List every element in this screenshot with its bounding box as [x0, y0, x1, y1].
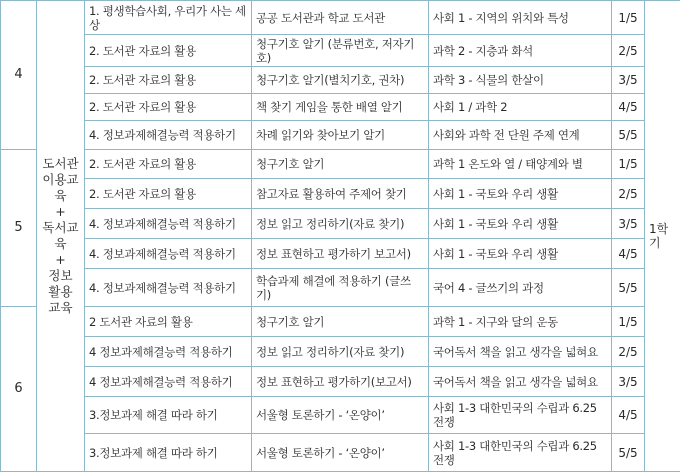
unit-cell: 2. 도서관 자료의 활용 [85, 35, 252, 67]
table-row [1, 307, 680, 337]
unit-cell: 2. 도서관 자료의 활용 [85, 179, 252, 209]
content-cell: 정보 표현하고 평가하기 보고서) [252, 239, 429, 269]
unit-cell: 2. 도서관 자료의 활용 [85, 94, 252, 121]
order-cell: 4/5 [612, 94, 645, 121]
table-row [1, 367, 680, 397]
content-cell: 차례 읽기와 찾아보기 알기 [252, 121, 429, 150]
area-line: 독서교육 [42, 220, 79, 251]
subject-cell: 사회 1 - 지역의 위치와 특성 [429, 1, 612, 35]
grade-cell: 6 [1, 307, 37, 472]
order-cell: 3/5 [612, 67, 645, 94]
subject-cell: 국어독서 책을 읽고 생각을 넓혀요 [429, 367, 612, 397]
table-row [1, 269, 680, 307]
area-line: 도서관 [42, 156, 79, 171]
subject-cell: 사회 1 / 과학 2 [429, 94, 612, 121]
subject-cell: 과학 2 - 지층과 화석 [429, 35, 612, 67]
subject-cell: 사회 1 - 국토와 우리 생활 [429, 179, 612, 209]
content-cell: 청구기호 알기 [252, 307, 429, 337]
unit-cell: 4. 정보과제해결능력 적용하기 [85, 269, 252, 307]
unit-cell: 4 정보과제해결능력 적용하기 [85, 337, 252, 367]
table-row [1, 179, 680, 209]
order-cell: 4/5 [612, 239, 645, 269]
order-cell: 4/5 [612, 397, 645, 434]
unit-cell: 3.정보과제 해결 따라 하기 [85, 434, 252, 472]
semester-cell: 1학기 [645, 1, 680, 472]
subject-cell: 국어 4 - 글쓰기의 과정 [429, 269, 612, 307]
order-cell: 5/5 [612, 269, 645, 307]
content-cell: 서울형 토론하기 - ‘온양이’ [252, 434, 429, 472]
table-row [1, 94, 680, 121]
order-cell: 1/5 [612, 307, 645, 337]
table-row [1, 337, 680, 367]
unit-cell: 4. 정보과제해결능력 적용하기 [85, 209, 252, 239]
subject-cell: 과학 3 - 식물의 한살이 [429, 67, 612, 94]
subject-cell: 과학 1 - 지구와 달의 운동 [429, 307, 612, 337]
grade-cell: 5 [1, 150, 37, 307]
subject-cell: 국어독서 책을 읽고 생각을 넓혀요 [429, 337, 612, 367]
order-cell: 2/5 [612, 337, 645, 367]
unit-cell: 2. 도서관 자료의 활용 [85, 150, 252, 179]
table-row [1, 209, 680, 239]
content-cell: 서울형 토론하기 - ‘온양이’ [252, 397, 429, 434]
order-cell: 5/5 [612, 121, 645, 150]
area-line: + [55, 252, 66, 267]
area-line: + [55, 204, 66, 219]
order-cell: 2/5 [612, 179, 645, 209]
unit-cell: 2. 도서관 자료의 활용 [85, 67, 252, 94]
content-cell: 청구기호 알기(별치기호, 권차) [252, 67, 429, 94]
order-cell: 1/5 [612, 1, 645, 35]
content-cell: 참고자료 활용하여 주제어 찾기 [252, 179, 429, 209]
unit-cell: 2 도서관 자료의 활용 [85, 307, 252, 337]
content-cell: 공공 도서관과 학교 도서관 [252, 1, 429, 35]
table-row [1, 150, 680, 179]
table-row [1, 67, 680, 94]
unit-cell: 1. 평생학습사회, 우리가 사는 세상 [85, 1, 252, 35]
unit-cell: 4. 정보과제해결능력 적용하기 [85, 239, 252, 269]
area-line: 교육 [48, 300, 73, 315]
table-row [1, 1, 680, 35]
content-cell: 정보 읽고 정리하기(자료 찾기) [252, 337, 429, 367]
subject-cell: 사회 1-3 대한민국의 수립과 6.25전쟁 [429, 434, 612, 472]
subject-cell: 사회와 과학 전 단원 주제 연계 [429, 121, 612, 150]
order-cell: 3/5 [612, 209, 645, 239]
order-cell: 5/5 [612, 434, 645, 472]
area-line: 이용교육 [42, 172, 79, 203]
order-cell: 2/5 [612, 35, 645, 67]
area-cell [37, 1, 85, 472]
content-cell: 학습과제 해결에 적용하기 (글쓰기) [252, 269, 429, 307]
content-cell: 청구기호 알기 (분류번호, 저자기호) [252, 35, 429, 67]
content-cell: 책 찾기 게임을 통한 배열 알기 [252, 94, 429, 121]
subject-cell: 사회 1 - 국토와 우리 생활 [429, 239, 612, 269]
subject-cell: 과학 1 온도와 열 / 태양계와 별 [429, 150, 612, 179]
unit-cell: 3.정보과제 해결 따라 하기 [85, 397, 252, 434]
content-cell: 정보 읽고 정리하기(자료 찾기) [252, 209, 429, 239]
content-cell: 청구기호 알기 [252, 150, 429, 179]
order-cell: 1/5 [612, 150, 645, 179]
grade-cell: 4 [1, 1, 37, 150]
table-row [1, 397, 680, 434]
subject-cell: 사회 1-3 대한민국의 수립과 6.25전쟁 [429, 397, 612, 434]
area-line: 정보 활용 [48, 268, 73, 299]
unit-cell: 4 정보과제해결능력 적용하기 [85, 367, 252, 397]
subject-cell: 사회 1 - 국토와 우리 생활 [429, 209, 612, 239]
table-row [1, 121, 680, 150]
unit-cell: 4. 정보과제해결능력 적용하기 [85, 121, 252, 150]
order-cell: 3/5 [612, 367, 645, 397]
table-row [1, 434, 680, 472]
content-cell: 정보 표현하고 평가하기(보고서) [252, 367, 429, 397]
table-row [1, 35, 680, 67]
table-row [1, 239, 680, 269]
